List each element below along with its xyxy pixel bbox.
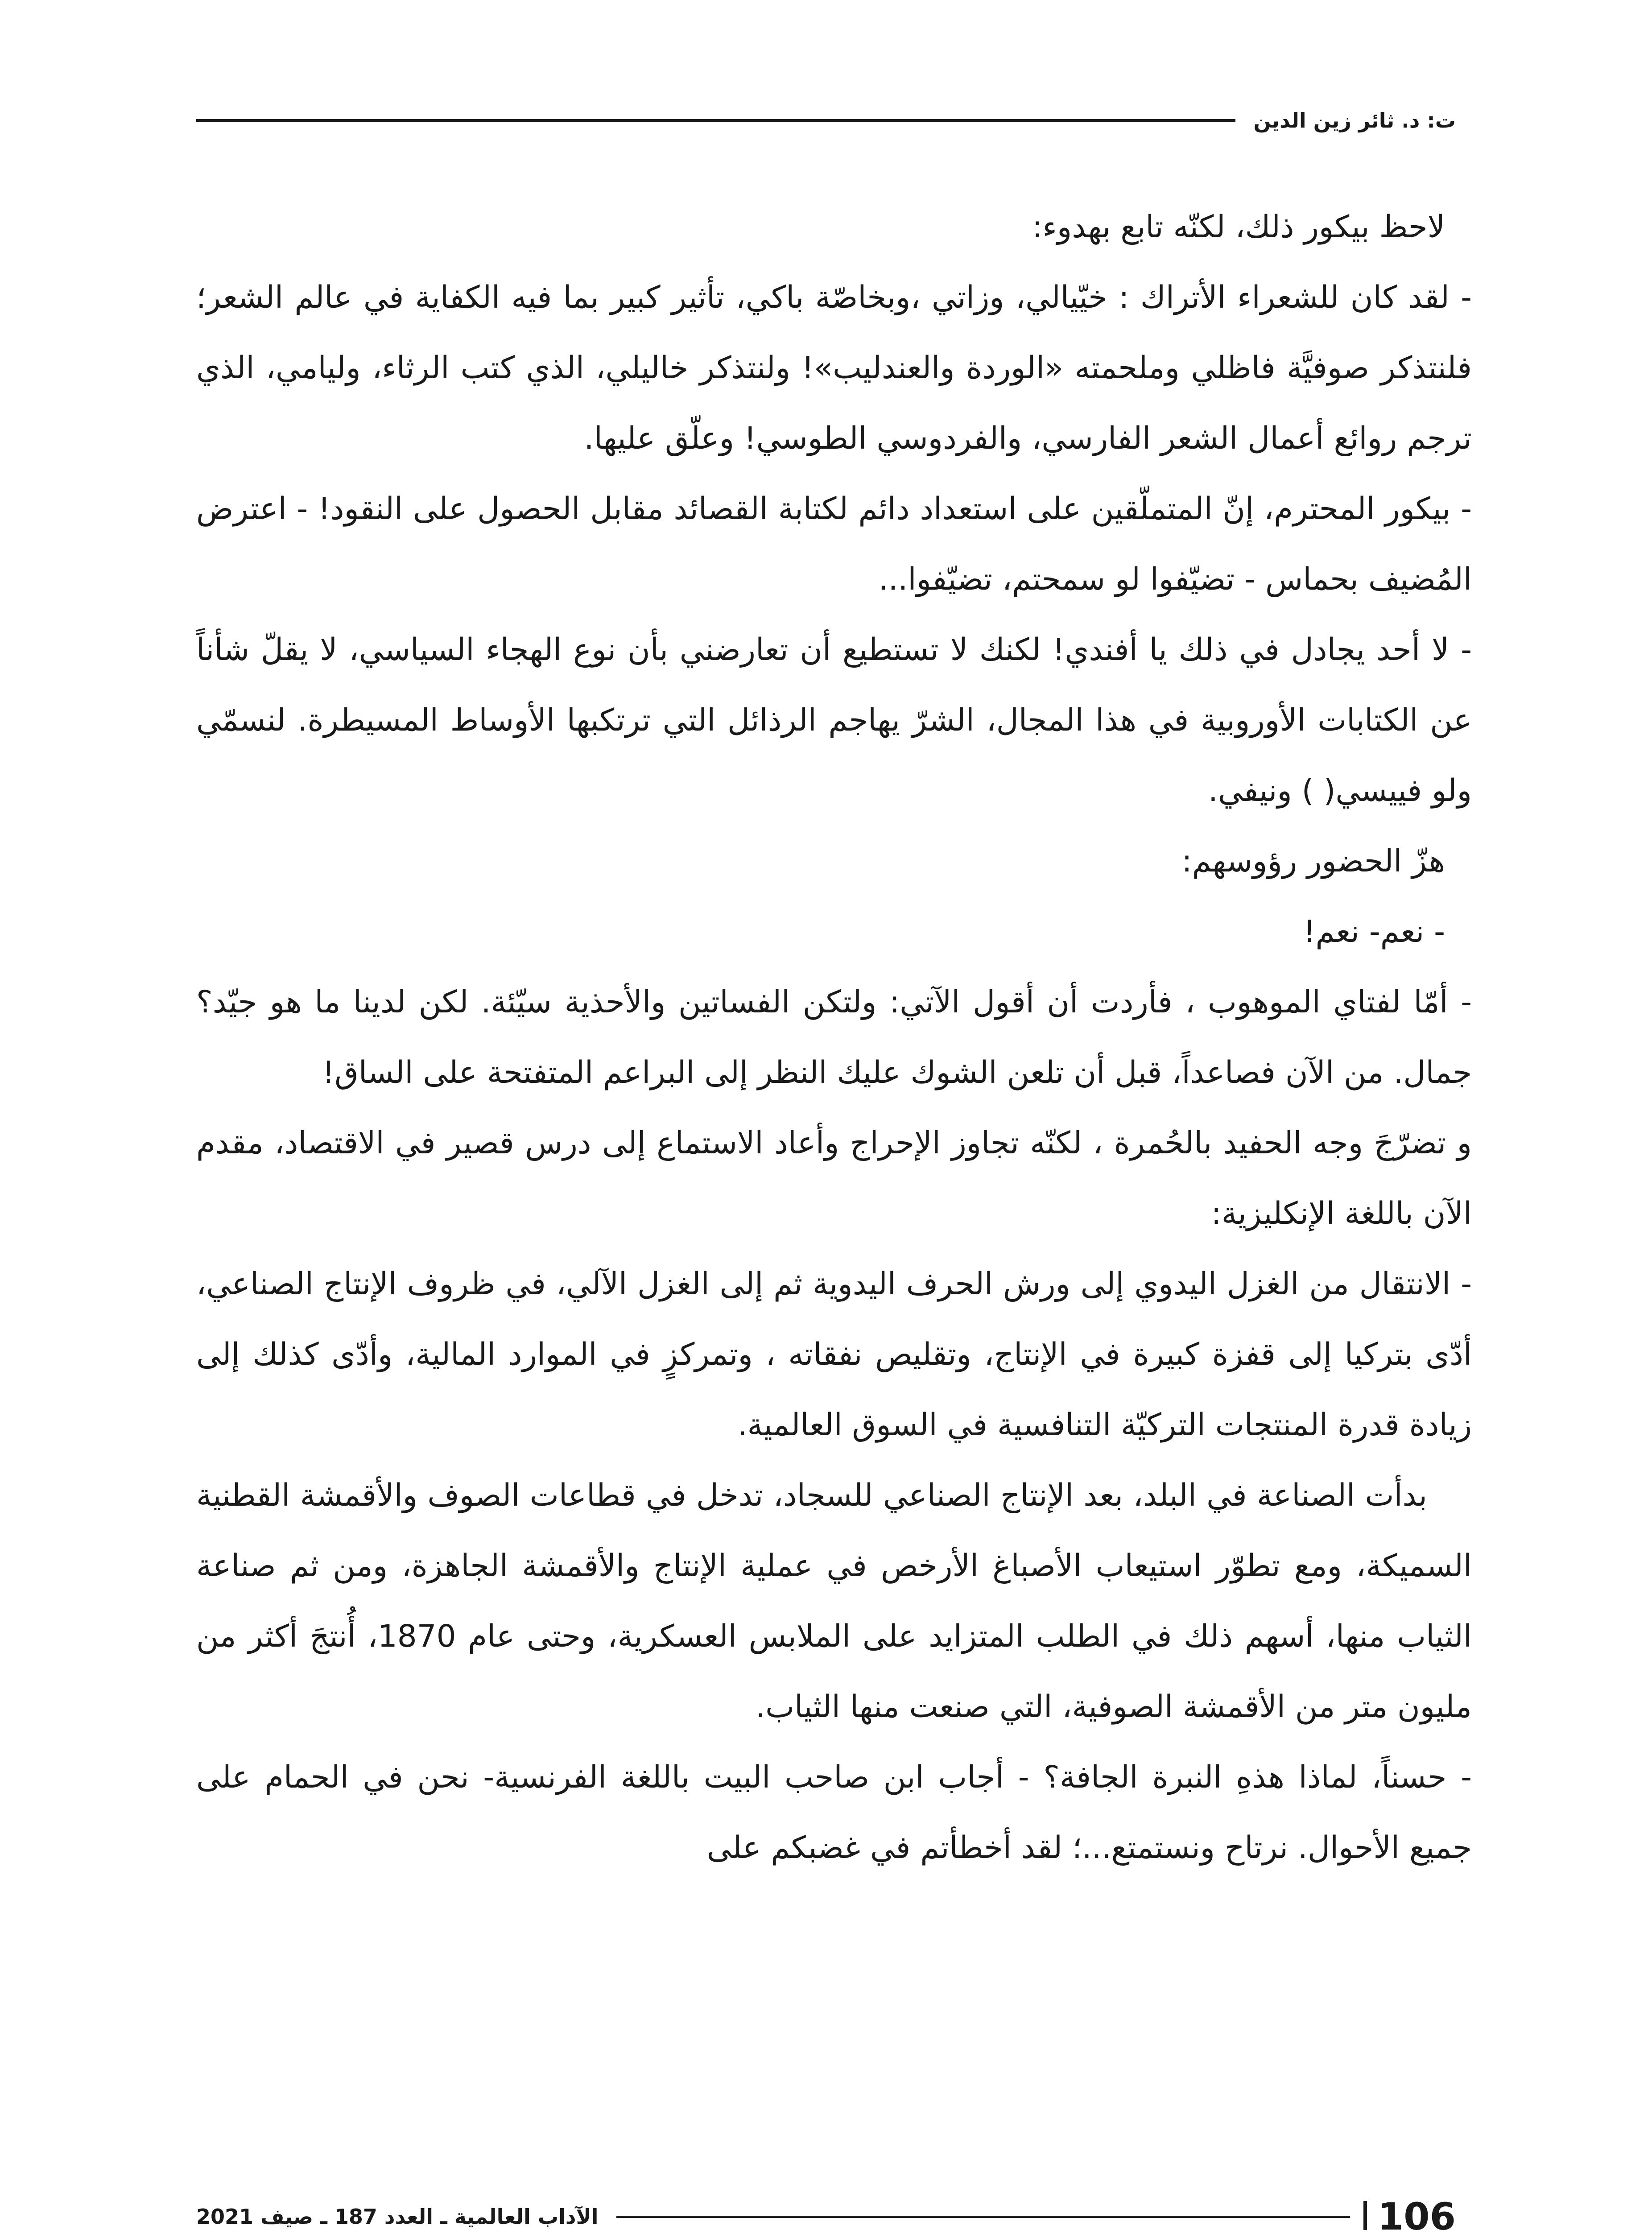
article-body — [196, 192, 1472, 1883]
footer-rule — [616, 2216, 1350, 2218]
footer-journal-info: الآداب العالمية ـ العدد 187 ـ صيف 2021 — [196, 2205, 599, 2229]
paragraph: - نعم- نعم! — [1303, 914, 1445, 950]
header-rule — [196, 119, 1235, 122]
page-number: 106 — [1377, 2195, 1456, 2230]
paragraph: - لا أحد يجادل في ذلك يا أفندي! لكنك لا تستطيع أن تعارضني بأن نوع الهجاء السياسي، لا يقلّ شأناً عن الكتابات الأوروبية في هذا المجال، الشرّ يهاجم الرذائل التي ترتكبها الأوساط المسيطرة. لنسمّي ولو فييسي( ) ونيفي. — [196, 632, 1472, 809]
paragraph: - الانتقال من الغزل اليدوي إلى ورش الحرف اليدوية ثم إلى الغزل الآلي، في ظروف الإنتاج الصناعي، أدّى بتركيا إلى قفزة كبيرة في الإنتاج، وتقليص نفقاته ، وتمركزٍ في الموارد المالية، وأدّى كذلك إلى زيادة قدرة المنتجات التركيّة التنافسية في السوق العالمية. — [196, 1266, 1472, 1443]
running-header — [196, 103, 1456, 138]
paragraph: بدأت الصناعة في البلد، بعد الإنتاج الصناعي للسجاد، تدخل في قطاعات الصوف والأقمشة القطنية السميكة، ومع تطوّر استيعاب الأصباغ الأرخص في عملية الإنتاج والأقمشة الجاهزة، ومن ثم صناعة الثياب منها، أسهم ذلك في الطلب المتزايد على الملابس العسكرية، وحتى عام 1870، أُنتجَ أكثر من مليون متر من الأقمشة الصوفية، التي صنعت منها الثياب. — [196, 1478, 1472, 1725]
paragraph: و تضرّجَ وجه الحفيد بالحُمرة ، لكنّه تجاوز الإحراج وأعاد الاستماع إلى درس قصير في الاقتصاد، مقدم الآن باللغة الإنكليزية: — [196, 1125, 1472, 1231]
header-author: ت: د. ثائر زين الدين — [1253, 108, 1456, 132]
paragraph: - بيكور المحترم، إنّ المتملّقين على استعداد دائم لكتابة القصائد مقابل الحصول على النقود! - اعترض المُضيف بحماس - تضيّفوا لو سمحتم، تضيّفوا... — [196, 491, 1472, 597]
paragraph: - حسناً، لماذا هذهِ النبرة الجافة؟ - أجاب ابن صاحب البيت باللغة الفرنسية- نحن في الحمام على جميع الأحوال. نرتاح ونستمتع...؛ لقد أخطأتم في غضبكم على — [196, 1759, 1472, 1866]
paragraph: - لقد كان للشعراء الأتراك : خيّيالي، وزاتي ،وبخاصّة باكي، تأثير كبير بما فيه الكفاية في عالم الشعر؛ فلنتذكر صوفيَّة فاظلي وملحمته «الوردة والعندليب»! ولنتذكر خاليلي، الذي كتب الرثاء، وليامي، الذي ترجم روائع أعمال الشعر الفارسي، والفردوسي الطوسي! وعلّق عليها. — [196, 280, 1472, 456]
paragraph: لاحظ بيكور ذلك، لكنّه تابع بهدوء: — [1032, 209, 1445, 245]
paragraph: - أمّا لفتاي الموهوب ، فأردت أن أقول الآتي: ولتكن الفساتين والأحذية سيّئة. لكن لدينا ما هو جيّد؟ جمال. من الآن فصاعداً، قبل أن تلعن الشوك عليك النظر إلى البراعم المتفتحة على الساق! — [196, 984, 1472, 1090]
footer-separator — [1363, 2201, 1367, 2230]
page-footer — [196, 2192, 1456, 2230]
paragraph: هزّ الحضور رؤوسهم: — [1181, 843, 1445, 879]
